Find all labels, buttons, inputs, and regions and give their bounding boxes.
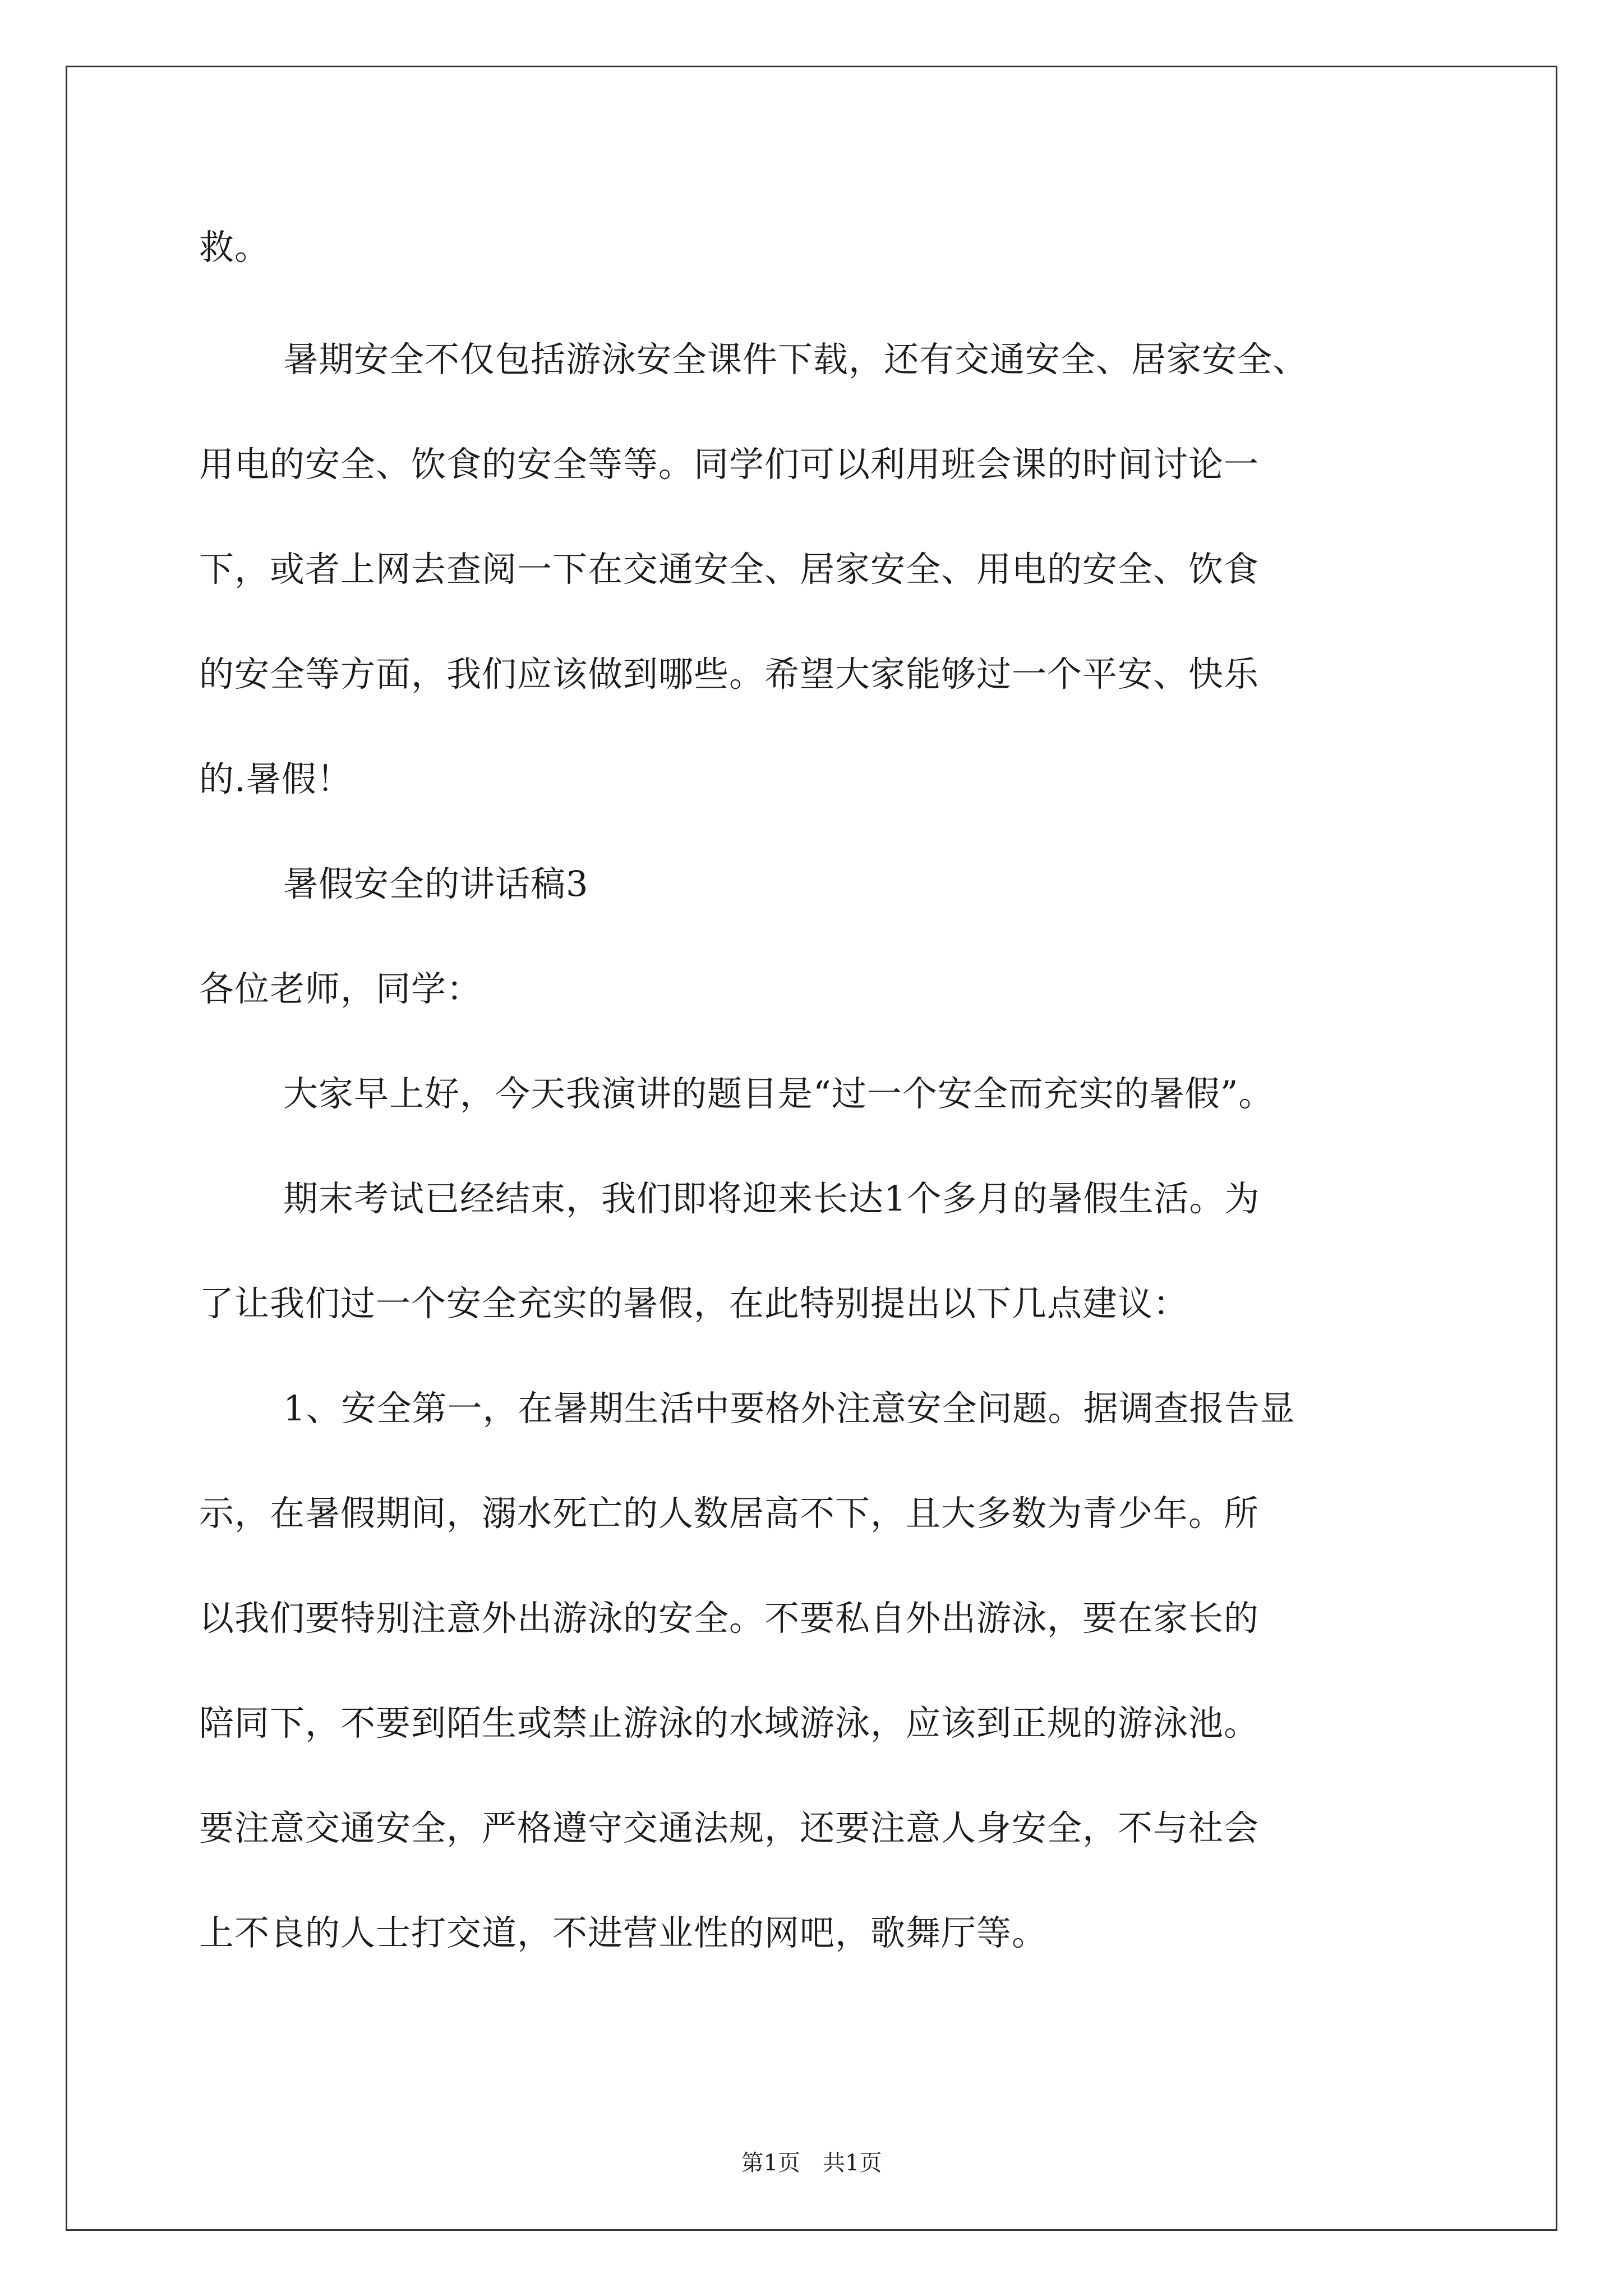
text-line: 1、安全第一，在暑期生活中要格外注意安全问题。据调查报告显	[283, 1388, 1295, 1429]
text-line: 大家早上好，今天我演讲的题目是“过一个安全而充实的暑假”。	[283, 1073, 1274, 1114]
text-line: 下，或者上网去查阅一下在交通安全、居家安全、用电的安全、饮食	[199, 549, 1260, 590]
text-line: 的.暑假！	[199, 758, 352, 799]
page-border	[66, 66, 1557, 2231]
text-line: 要注意交通安全，严格遵守交通法规，还要注意人身安全，不与社会	[199, 1807, 1260, 1848]
text-line: 用电的安全、饮食的安全等等。同学们可以利用班会课的时间讨论一	[199, 444, 1260, 485]
text-line: 了让我们过一个安全充实的暑假，在此特别提出以下几点建议：	[199, 1283, 1189, 1324]
text-line: 以我们要特别注意外出游泳的安全。不要私自外出游泳，要在家长的	[199, 1598, 1260, 1639]
text-line: 陪同下，不要到陌生或禁止游泳的水域游泳，应该到正规的游泳池。	[199, 1703, 1260, 1743]
text-line: 示，在暑假期间，溺水死亡的人数居高不下，且大多数为青少年。所	[199, 1493, 1260, 1534]
text-line: 救。	[199, 227, 270, 268]
text-line: 暑期安全不仅包括游泳安全课件下载，还有交通安全、居家安全、	[283, 339, 1308, 380]
text-line: 的安全等方面，我们应该做到哪些。希望大家能够过一个平安、快乐	[199, 654, 1260, 694]
text-line: 上不良的人士打交道，不进营业性的网吧，歌舞厅等。	[199, 1912, 1048, 1953]
text-line: 期末考试已经结束，我们即将迎来长达1个多月的暑假生活。为	[283, 1178, 1260, 1219]
salutation: 各位老师，同学：	[199, 968, 482, 1009]
page-footer: 第1页 共1页	[741, 2150, 882, 2176]
section-heading: 暑假安全的讲话稿3	[283, 863, 589, 904]
